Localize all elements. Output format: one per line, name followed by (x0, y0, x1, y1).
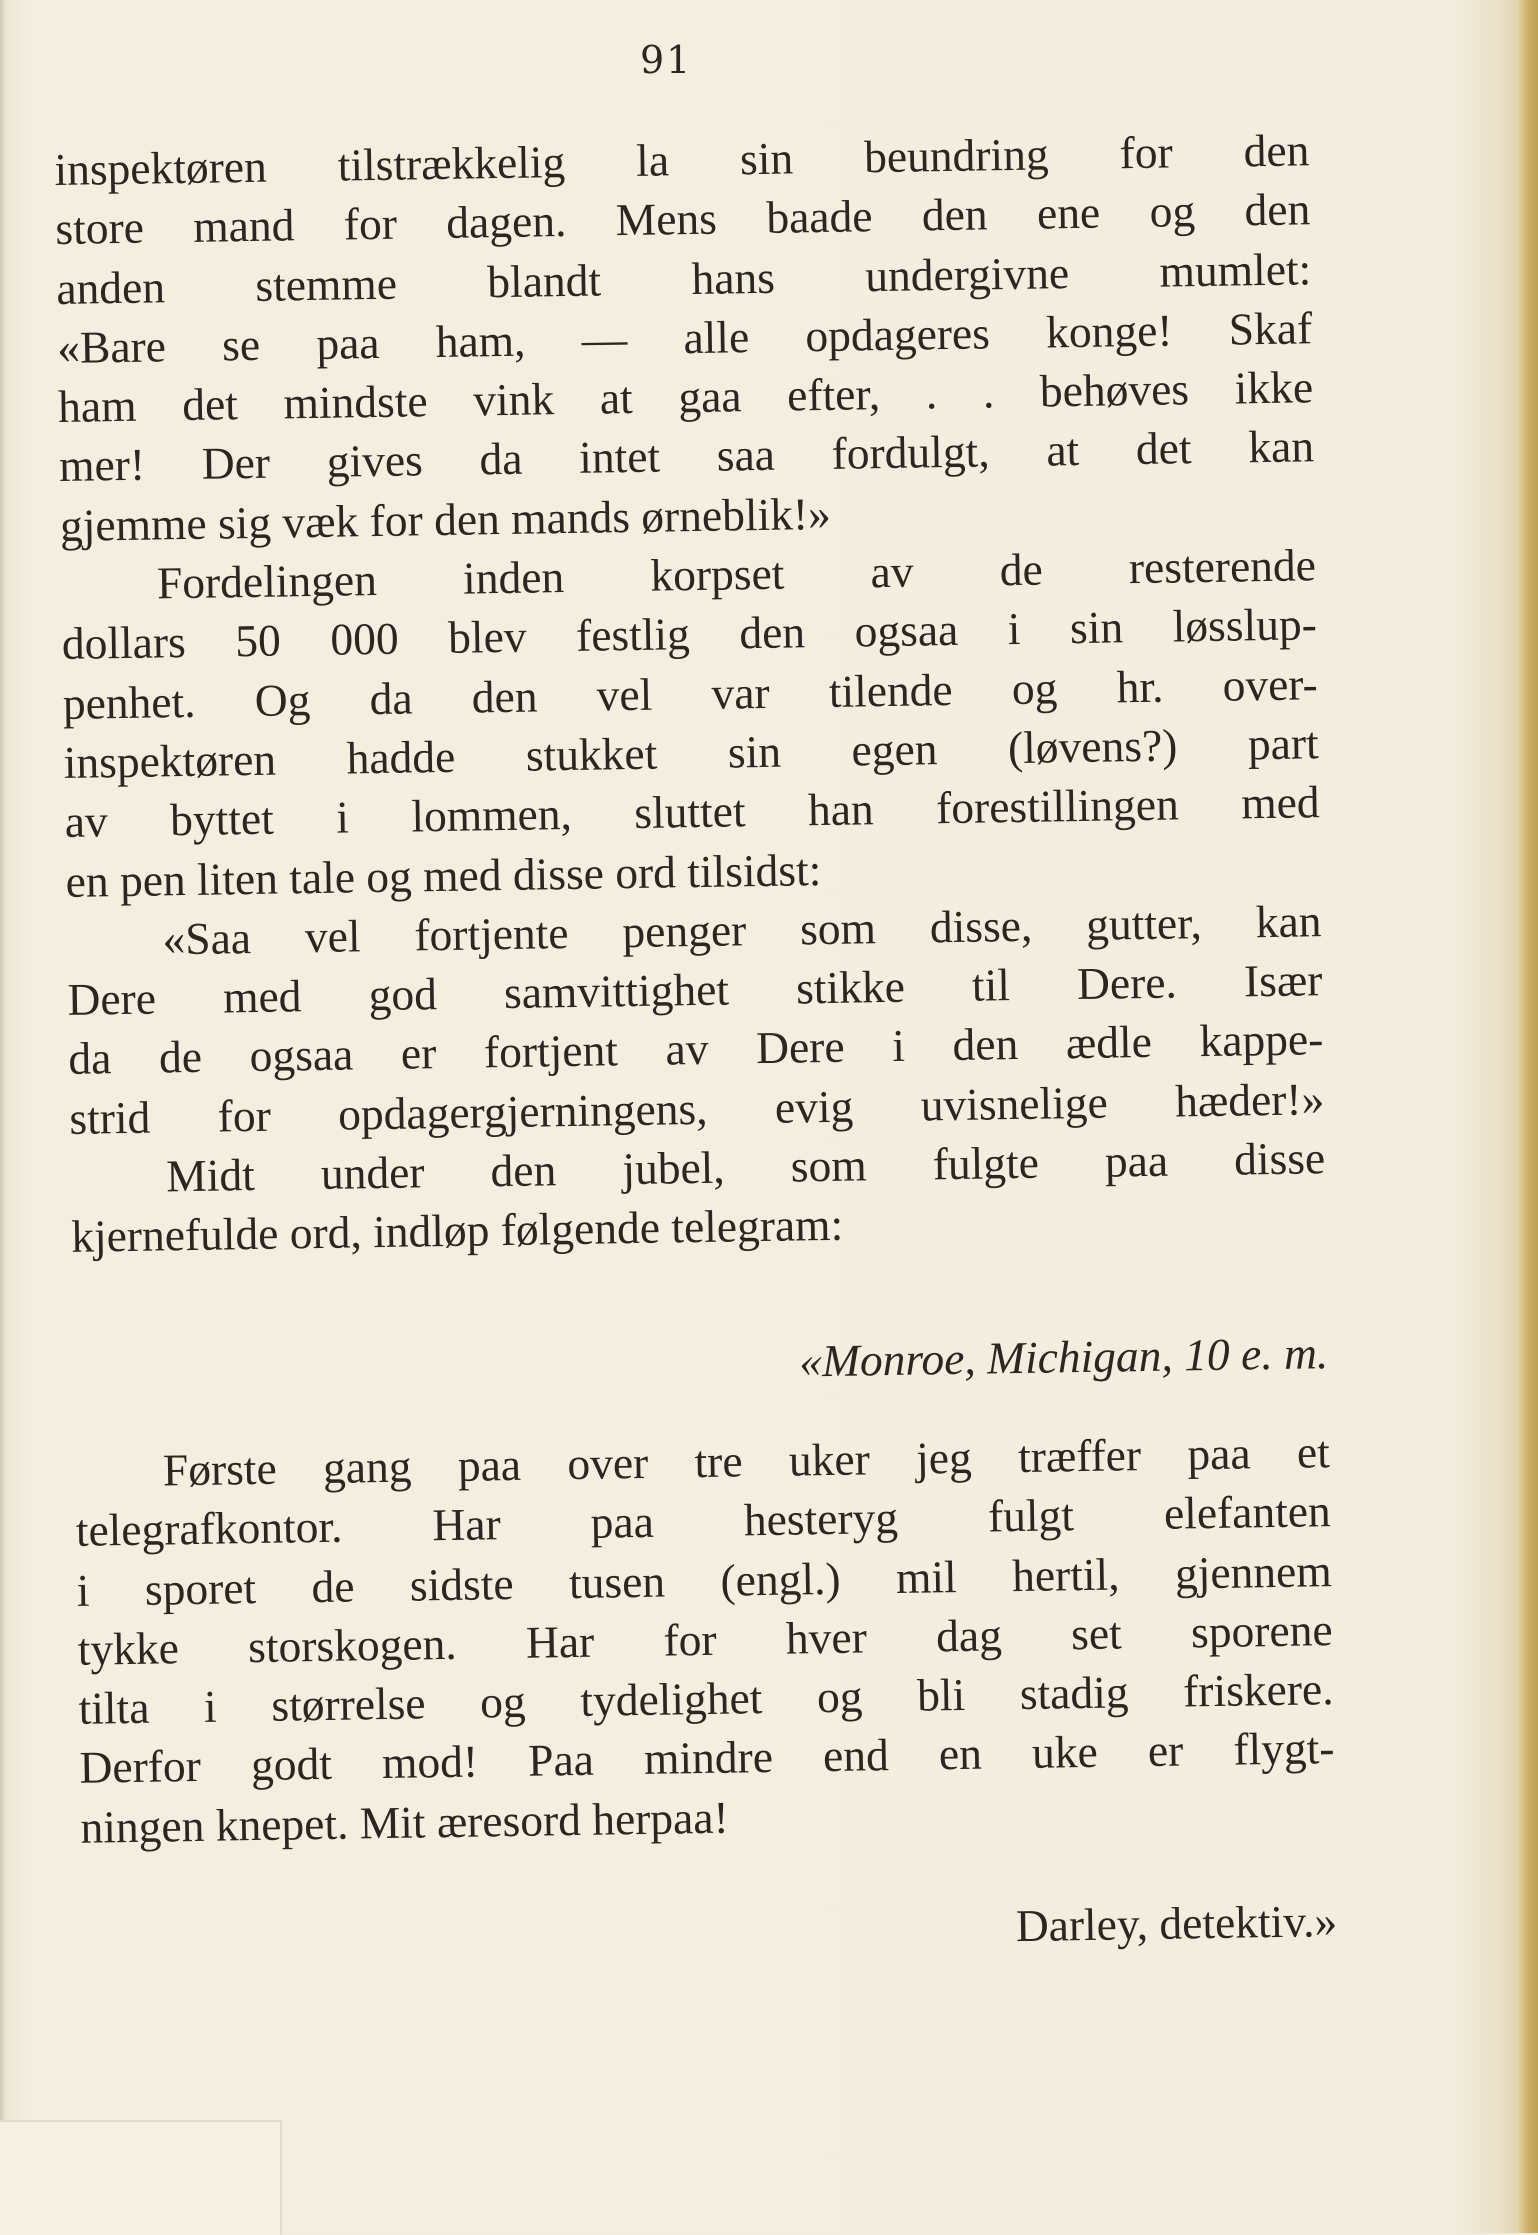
text-line: tilta i størrelse og tydelighet og bli stadig friskere. (78, 1663, 1334, 1734)
paper-fold (0, 2120, 282, 2235)
text-line: gjemme sig væk for den mands ørneblik!» (59, 487, 832, 551)
text-line: «Saa vel fortjente penger som disse, gutter, kan (162, 895, 1322, 965)
text-line: inspektøren hadde stukket sin egen (løvens?) part (63, 717, 1320, 788)
text-line: telegrafkontor. Har paa hesteryg fulgt elefanten (75, 1485, 1332, 1557)
paragraph-1 (54, 120, 1315, 555)
page-left-edge (0, 0, 6, 2233)
text-line: strid for opdagergjerningens, evig uvisnelige hæder!» (68, 1072, 1325, 1144)
text-line: «Bare se paa ham, — alle opdageres konge! Skaf (56, 302, 1313, 373)
text-line: tykke storskogen. Har for hver dag set sporene (77, 1603, 1333, 1675)
text-line: kjernefulde ord, indløp følgende telegram: (70, 1199, 844, 1263)
telegram-dateline: «Monroe, Michigan, 10 e. m. (798, 1326, 1329, 1387)
text-line: Fordelingen inden korpset av de resterende (156, 539, 1317, 609)
telegram (73, 1323, 1338, 1970)
text-line: da de ogsaa er fortjent av Dere i den ædle kappe- (68, 1013, 1324, 1085)
text-line: store mand for dagen. Mens baade den ene og den (54, 183, 1311, 255)
text-line: Midt under den jubel, som fulgte paa disse (165, 1132, 1326, 1202)
text-line: Derfor godt mod! Paa mindre end en uke er flygt- (79, 1722, 1335, 1794)
body-text (54, 120, 1338, 1970)
page-right-edge (1516, 0, 1538, 2233)
paragraph-3 (66, 891, 1325, 1148)
telegram-signature: Darley, detektiv.» (1015, 1895, 1338, 1952)
text-line: Første gang paa over tre uker jeg træffer paa et (162, 1426, 1331, 1496)
paragraph-2 (61, 535, 1321, 910)
text-line: i sporet de sidste tusen (engl.) mil hertil, gjennem (76, 1544, 1333, 1616)
text-line: en pen liten tale og med disse ord tilsidst: (65, 843, 822, 907)
text-line: inspektøren tilstrækkelig la sin beundring for den (54, 124, 1310, 195)
text-line: penhet. Og da den vel var tilende og hr. over- (62, 657, 1319, 729)
text-line: av byttet i lommen, sluttet han forestillingen med (64, 776, 1320, 848)
text-line: Dere med god samvittighet stikke til Dere. Især (67, 954, 1323, 1026)
text-line: ham det mindste vink at gaa efter, . . behøves ikke (57, 361, 1314, 433)
page-number: 91 (640, 38, 693, 82)
text-line: anden stemme blandt hans undergivne mumlet: (55, 242, 1312, 314)
text-line: ningen knepet. Mit æresord herpaa! (80, 1791, 730, 1853)
text-line: mer! Der gives da intet saa fordulgt, at det kan (58, 420, 1315, 492)
paragraph-4 (70, 1128, 1327, 1266)
text-line: dollars 50 000 blev festlig den ogsaa i sin løsslup- (61, 598, 1318, 670)
